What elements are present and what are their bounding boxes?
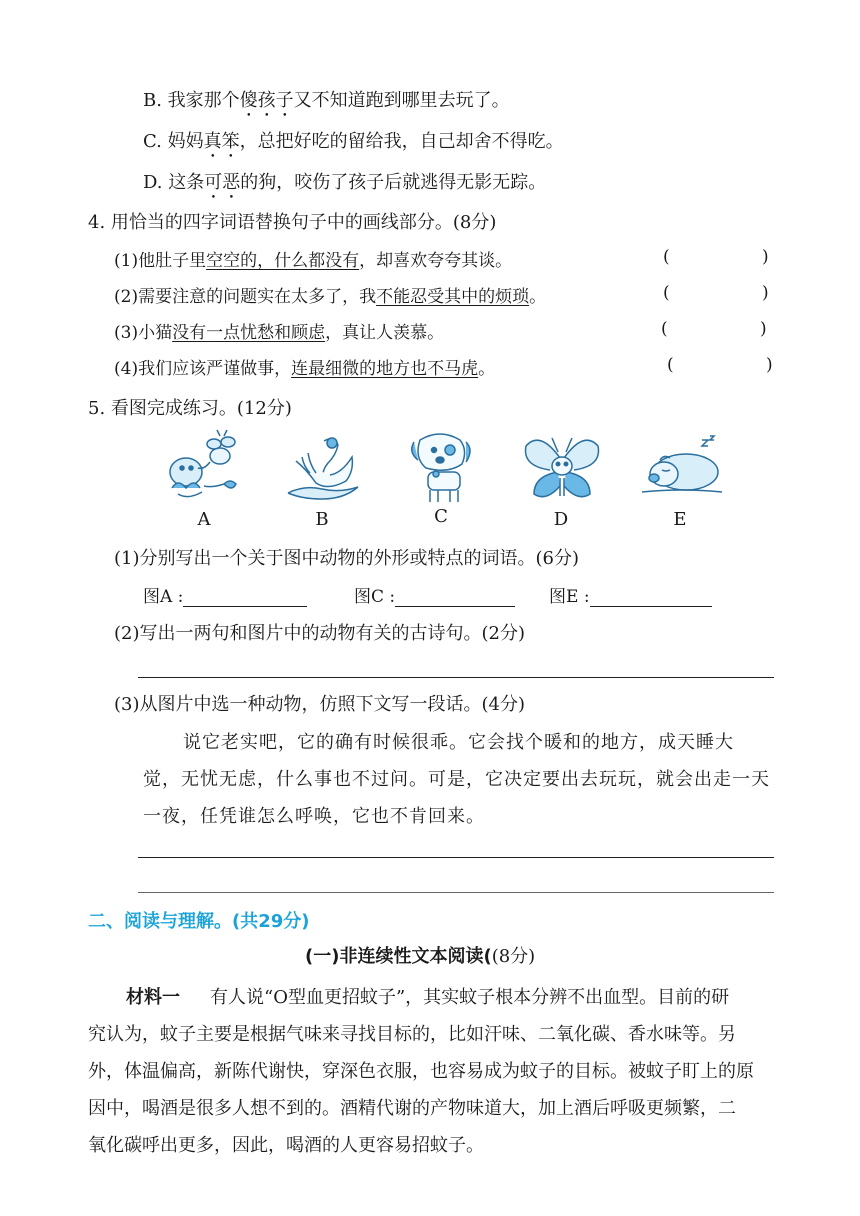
answer-paren-close: ): [762, 283, 769, 303]
material-1-line-1: 材料一 有人说“O型血更招蚊子”，其实蚊子根本分辨不出血型。目前的研: [126, 987, 730, 1008]
fill-blank-e: 图E :: [549, 582, 712, 607]
answer-paren-open: (: [663, 247, 670, 267]
picture-label-a: A: [197, 509, 211, 530]
material-1-line-4: 因中，喝酒是很多人想不到的。酒精代谢的产物味道大，加上酒后呼吸更频繁，二: [88, 1098, 736, 1119]
picture-label-c: C: [434, 506, 448, 527]
passage-line-2: 觉，无忧无虑，什么事也不过问。可是，它决定要出去玩玩，就会出走一天: [143, 769, 770, 790]
fill-blank-a: 图A :: [143, 582, 307, 607]
sleeping-pig-icon: [640, 434, 724, 496]
option-c-emphasis: 真笨: [203, 131, 240, 152]
picture-label-b: B: [315, 509, 329, 530]
material-1-line-2: 究认为，蚊子主要是根据气味来寻找目标的，比如汗味、二氧化碳、香水味等。另: [88, 1024, 736, 1045]
passage-line-1: 说它老实吧，它的确有时候很乖。它会找个暖和的地方，成天睡大: [183, 732, 734, 753]
fill-blank-c: 图C :: [354, 582, 515, 607]
section-2-title: 二、阅读与理解。(共29分): [88, 911, 310, 932]
butterfly-icon: [520, 428, 604, 506]
answer-blank[interactable]: [395, 588, 515, 607]
option-d: D. 这条可恶的狗，咬伤了孩子后就逃得无影无踪。: [143, 172, 547, 193]
q5-sub-3: (3)从图片中选一种动物，仿照下文写一段话。(4分): [114, 694, 525, 715]
q5-sub-2: (2)写出一两句和图片中的动物有关的古诗句。(2分): [114, 623, 525, 644]
answer-line[interactable]: [138, 677, 774, 678]
q4-item-2: (2)需要注意的问题实在太多了，我不能忍受其中的烦琐。: [114, 287, 547, 307]
q5-sub-1: (1)分别写出一个关于图中动物的外形或特点的词语。(6分): [114, 548, 579, 569]
option-c: C. 妈妈真笨，总把好吃的留给我，自己却舍不得吃。: [143, 131, 564, 152]
answer-paren-open: (: [667, 355, 674, 375]
answer-paren-close: ): [762, 247, 769, 267]
answer-blank[interactable]: [590, 588, 712, 607]
picture-label-e: E: [673, 509, 687, 530]
material-1-line-5: 氧化碳呼出更多，因此，喝酒的人更容易招蚊子。: [88, 1135, 484, 1156]
bee-and-flower-icon: [158, 428, 250, 504]
puppy-icon: [406, 428, 480, 506]
material-1-line-3: 外，体温偏高，新陈代谢快，穿深色衣服，也容易成为蚊子的目标。被蚊子盯上的原: [88, 1061, 754, 1082]
option-b: B. 我家那个傻孩子又不知道跑到哪里去玩了。: [143, 90, 510, 111]
answer-paren-open: (: [663, 283, 670, 303]
q4-item-1: (1)他肚子里空空的，什么都没有，却喜欢夸夸其谈。: [114, 251, 513, 271]
passage-line-3: 一夜，任凭谁怎么呼唤，它也不肯回来。: [143, 806, 485, 827]
picture-label-d: D: [553, 509, 569, 530]
answer-blank[interactable]: [183, 588, 307, 607]
question-5-title: 5. 看图完成练习。(12分): [88, 398, 292, 419]
material-label: 材料一: [126, 987, 180, 1008]
option-d-emphasis: 可恶: [204, 172, 241, 193]
question-4-title: 4. 用恰当的四字词语替换句子中的画线部分。(8分): [88, 212, 497, 233]
subsection-title: (一)非连续性文本阅读((8分): [305, 946, 536, 967]
q4-item-4: (4)我们应该严谨做事，连最细微的地方也不马虎。: [114, 359, 496, 379]
swan-icon: [284, 433, 362, 505]
answer-paren-close: ): [760, 319, 767, 339]
q4-item-3: (3)小猫没有一点忧愁和顾虑，真让人羡慕。: [114, 323, 445, 343]
option-b-emphasis: 傻孩子: [239, 90, 294, 111]
answer-line[interactable]: [138, 857, 774, 858]
answer-paren-close: ): [766, 355, 773, 375]
answer-line[interactable]: [138, 892, 774, 893]
answer-paren-open: (: [661, 319, 668, 339]
